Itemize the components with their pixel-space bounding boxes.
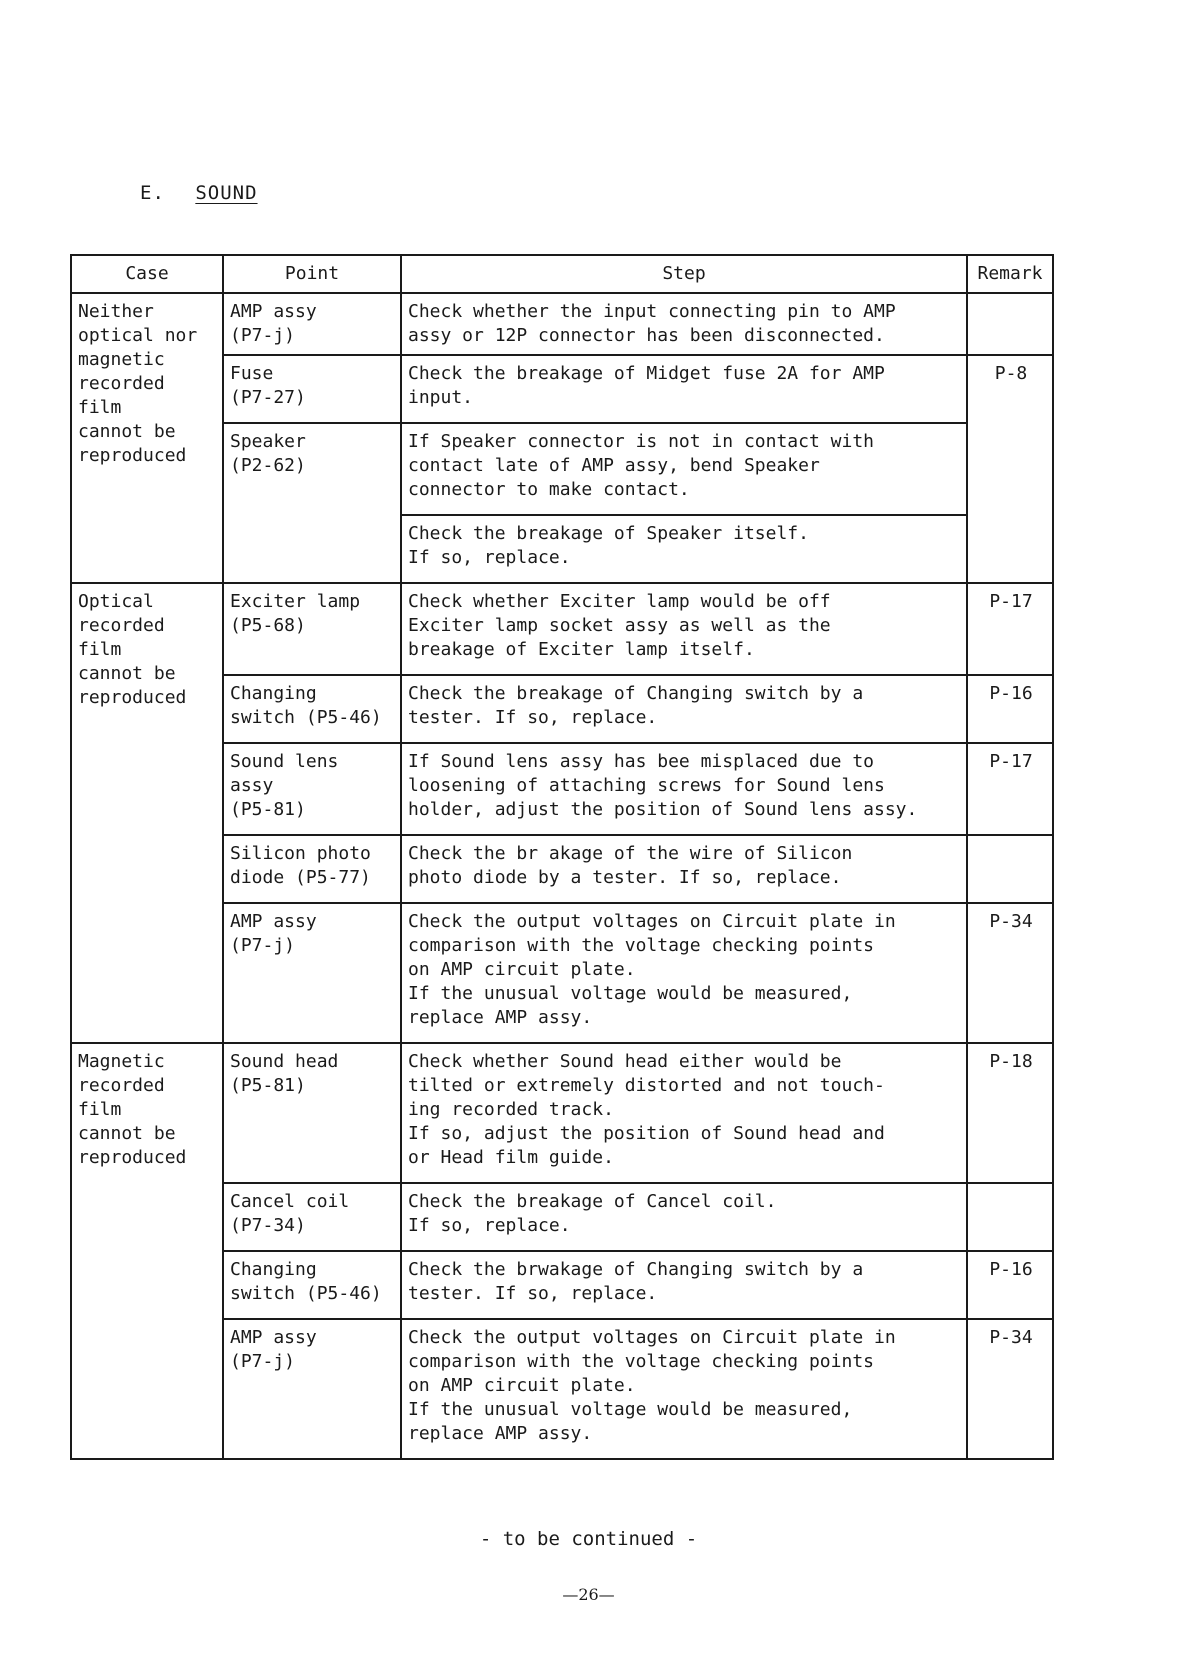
troubleshooting-table [70,254,1054,1460]
page-number: —26— [562,1585,615,1604]
header-remark: Remark [967,255,1053,293]
remark-cell: P-34 [967,903,1053,1043]
point-cell: Sound head (P5-81) [223,1043,401,1183]
step-cell: If Sound lens assy has bee misplaced due to loosening of attaching screws for Sound lens holder, adjust the position of Sound lens assy. [401,743,967,835]
section-title [140,182,258,204]
step-cell: Check the breakage of Speaker itself. If so, replace. [401,515,967,583]
point-cell: Changing switch (P5-46) [223,675,401,743]
point-cell: Sound lens assy (P5-81) [223,743,401,835]
step-cell: Check the brwakage of Changing switch by a tester. If so, replace. [401,1251,967,1319]
step-cell: Check the br akage of the wire of Silicon photo diode by a tester. If so, replace. [401,835,967,903]
point-cell: Speaker (P2-62) [223,423,401,583]
remark-cell [967,1183,1053,1251]
step-cell: Check whether Exciter lamp would be off Exciter lamp socket assy as well as the breakage of Exciter lamp itself. [401,583,967,675]
case-cell: Neither optical nor magnetic recorded film cannot be reproduced [71,293,223,583]
step-cell: Check the breakage of Midget fuse 2A for AMP input. [401,355,967,423]
table-row [71,293,1053,355]
remark-cell: P-17 [967,583,1053,675]
step-cell: Check whether the input connecting pin to AMP assy or 12P connector has been disconnected. [401,293,967,355]
header-step: Step [401,255,967,293]
point-cell: AMP assy (P7-j) [223,903,401,1043]
remark-cell [967,835,1053,903]
point-cell: AMP assy (P7-j) [223,293,401,355]
point-cell: AMP assy (P7-j) [223,1319,401,1459]
point-cell: Changing switch (P5-46) [223,1251,401,1319]
remark-cell: P-34 [967,1319,1053,1459]
remark-cell: P-18 [967,1043,1053,1183]
step-cell: Check the breakage of Changing switch by a tester. If so, replace. [401,675,967,743]
header-point: Point [223,255,401,293]
table-row [71,583,1053,675]
case-cell: Optical recorded film cannot be reproduced [71,583,223,1043]
step-cell: Check the output voltages on Circuit plate in comparison with the voltage checking points on AMP circuit plate. If the unusual voltage would be measured, replace AMP assy. [401,1319,967,1459]
table-row [71,1043,1053,1183]
remark-cell: P-16 [967,675,1053,743]
step-cell: Check whether Sound head either would be tilted or extremely distorted and not touch- ing recorded track. If so, adjust the position of Sound head and or Head film guide. [401,1043,967,1183]
step-cell: Check the output voltages on Circuit plate in comparison with the voltage checking points on AMP circuit plate. If the unusual voltage would be measured, replace AMP assy. [401,903,967,1043]
case-cell: Magnetic recorded film cannot be reproduced [71,1043,223,1459]
remark-cell: P-16 [967,1251,1053,1319]
remark-cell: P-8 [967,355,1053,583]
step-cell: Check the breakage of Cancel coil. If so, replace. [401,1183,967,1251]
table-header-row [71,255,1053,293]
point-cell: Fuse (P7-27) [223,355,401,423]
remark-cell: P-17 [967,743,1053,835]
header-case: Case [71,255,223,293]
continued-note: - to be continued - [479,1528,698,1550]
remark-cell [967,293,1053,355]
section-letter: E. [140,182,165,204]
point-cell: Silicon photo diode (P5-77) [223,835,401,903]
point-cell: Cancel coil (P7-34) [223,1183,401,1251]
point-cell: Exciter lamp (P5-68) [223,583,401,675]
step-cell: If Speaker connector is not in contact with contact late of AMP assy, bend Speaker connector to make contact. [401,423,967,515]
section-name: SOUND [195,182,258,204]
